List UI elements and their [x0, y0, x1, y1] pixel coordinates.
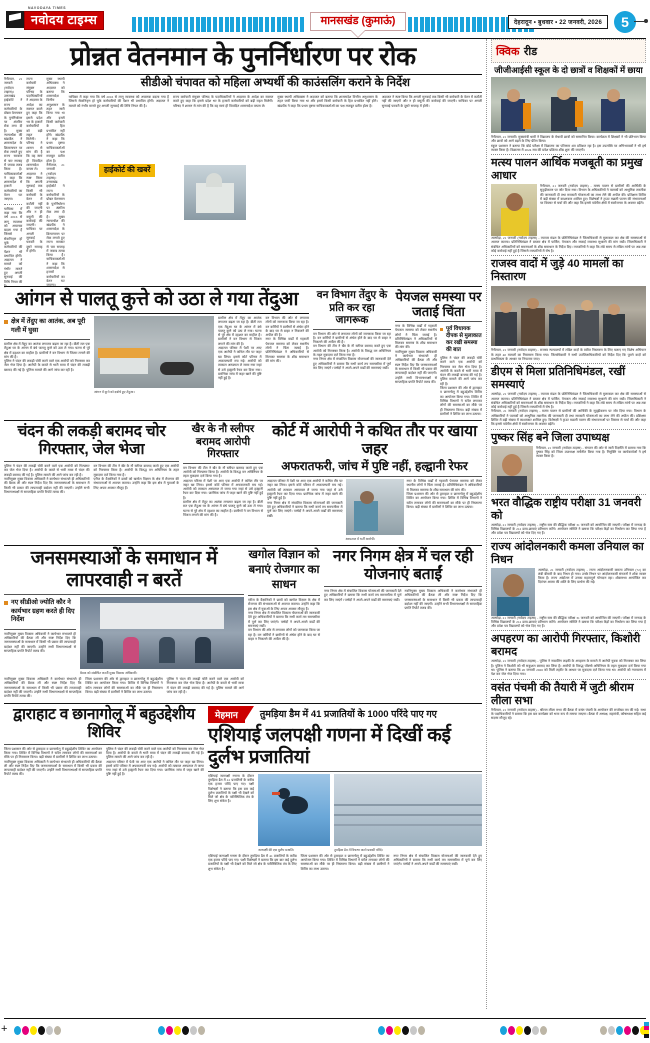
court-poison-body-2: नगर के विभिन्न वार्डों में गहराती पेयजल समस्या को लेकर स्थानीय लोगों ने चिंता जताई है। प्रतिनिधिमंडल ने अधिकारियों से मिलकर समस्या के शीघ्र समाधान की मांग की। — [406, 479, 482, 492]
sidebar-body-8: नैनीताल, 21 जनवरी (नवोदय टाइम्स) - श्रीराम लीला सभा की बैठक में वसंत पंचमी के आयोजन की रूपरेखा तय की गई। सभा के पदाधिकारियों ने बताया कि इस बार कार्यक्रम को भव्य रूप से मनाया जाएगा। बैठक में अध्यक्ष, महामंत्री, कोषाध्यक्ष सहित कई सदस्य मौजूद रहे। — [491, 707, 646, 721]
astronomy-body2: नगर निगम क्षेत्र में संचालित विकास योजनाओं की जानकारी देते हुए अधिकारियों ने बताया कि सभी कार्य तय समयसीमा में पूर्ण कर लिए जाएंगे। पार्षदों ने अपने-अपने वार्डों की समस्याएं रखीं। — [248, 611, 320, 628]
forest-headline: वन विभाग तेंदुए के प्रति कर रहा जागरूक — [316, 289, 388, 326]
lead-body-2: याचिका में कहा गया कि वर्ष 2016 से लागू व्यवस्था को अचानक बदला गया है जिससे सेवानिवृत्त हो चुके कर्मचारियों की पेंशन भी प्रभावित होगी। अदालत ने मामले को गंभीर मानते हुए अगली सुनवाई की तिथि नियत की है। — [4, 206, 23, 288]
quick-read-title-black: रीड — [523, 46, 538, 58]
grievance-body-2: नवनियुक्त मुख्य विकास अधिकारी ने कार्यभार संभालते ही अधिकारियों की बैठक ली और स्पष्ट निर्देश दिए कि जनसमस्याओं के समाधान में किसी भी प्रकार की लापरवाही बर्दाश्त नहीं की जाएगी। उन्होंने सभी विभागाध्यक्षों से साप्ताहिक प्रगति रिपोर्ट तलब की। — [4, 677, 82, 699]
dateline: देहरादून • बुधवार • 22 जनवरी, 2026 — [508, 15, 608, 29]
bullet-square-icon — [4, 601, 8, 605]
birds-tag: मेहमान — [208, 706, 245, 723]
masthead — [0, 0, 650, 38]
sandalwood-body-1: पुलिस ने चंदन की लकड़ी चोरी करने वाले एक आरोपी को गिरफ्तार कर जेल भेज दिया है। आरोपी के कब्जे से भारी मात्रा में चंदन की लकड़ी बरामद की गई है। पुलिस मामले की आगे जांच कर रही है। — [4, 464, 90, 477]
sidebar-body-0: स्कूल प्रशासन ने बताया कि बोर्ड परीक्षा में विद्यालय का परिणाम शत प्रतिशत रहा है। इस उपलब्धि पर अभिभावकों ने भी हर्ष व्यक्त किया है। विद्यालय में 2024 सत्र की प्रवेश प्रक्रिया शीघ्र शुरू की जाएगी। — [491, 143, 646, 152]
sidebar-body-2: नैनीताल, 21 जनवरी (नवोदय टाइम्स) - राजस्व न्यायालयों में लंबित वादों के त्वरित निस्तारण के लिए चलाए गए विशेष अभियान के तहत 40 मामलों का निस्तारण किया गया। जिलाधिकारी ने सभी उपजिलाधिकारियों को निर्देश दिए कि पुराने वादों को प्राथमिकता के आधार पर निपटाया जाए। — [491, 348, 646, 361]
sidebar-body-1: नैनीताल, 21 जनवरी (नवोदय टाइम्स) - मत्स्य पालन से ग्रामीणों की आर्थिकी के सुदृढ़ीकरण पर जोर दिया गया। विभाग के अधिकारियों ने पालकों को आधुनिक तकनीक की जानकारी दी तथा सरकारी योजनाओं का लाभ लेने की अपील की। प्रशिक्षण शिविर में बड़ी संख्या में काश्तकार शामिल हुए। विशेषज्ञों ने ट्राउट मछली पालन की संभावनाओं पर विस्तार से चर्चा की और कहा कि इससे पर्वतीय क्षेत्रों में स्वरोजगार के अवसर बढ़ेंगे। — [540, 184, 646, 206]
birds-tag-row — [208, 706, 482, 723]
astronomy-body3: वन विभाग की ओर से लगातार लोगों को जागरूक किया जा रहा है। वन कर्मियों ने ग्रामीणों से अंधेरा होने के बाद घर से बाहर न निकलने की अपील की है। — [248, 628, 320, 641]
sidebar-photo-0 — [491, 77, 646, 133]
khair-body: वन विभाग की टीम ने खैर के नौ स्लीपर बरामद करते हुए एक आरोपी को गिरफ्तार किया है। आरोपी के विरुद्ध वन अधिनियम के तहत मुकदमा दर्ज किया गया है। — [183, 465, 263, 479]
logo-english-text: NAVODAYA TIMES — [28, 6, 67, 10]
sidebar-photo-4 — [491, 446, 533, 492]
leopard-body-c3b: अदालत परिसर में पेशी पर आए एक आरोपी ने कथित तौर पर जहर खा लिया। इससे कोर्ट परिसर में अफरातफरी मच गई। आरोपी को तत्काल अस्पताल ले जाया गया जहां से उसे हल्द्वानी रेफर कर दिया गया। प्रारंभिक जांच में जहर खाने की पुष्टि नहीं हुई है। — [218, 346, 262, 381]
sidebar-item-8 — [491, 682, 646, 721]
forest-body3: नगर निगम क्षेत्र में संचालित विकास योजनाओं की जानकारी देते हुए अधिकारियों ने बताया कि सभी कार्य तय समयसीमा में पूर्ण कर लिए जाएंगे। पार्षदों ने अपने-अपने वार्डों की समस्याएं रखीं। — [313, 357, 391, 370]
birds-body-1: एशियाई जलपक्षी गणना के दौरान तुमड़िया डैम में 41 प्रजातियों के करीब एक हजार परिंदे पाए गए। पक्षी विशेषज्ञों ने बताया कि इस बार कई दुर्लभ प्रजातियों के पक्षी भी देखने को मिले जो क्षेत्र के पारिस्थितिक तंत्र के लिए शुभ संकेत है। — [208, 773, 254, 804]
forest-body2: वन विभाग की टीम ने खैर के नौ स्लीपर बरामद करते हुए एक आरोपी को गिरफ्तार किया है। आरोपी के विरुद्ध वन अधिनियम के तहत मुकदमा दर्ज किया गया है। — [313, 344, 391, 357]
court-poison-body-1: अदालत परिसर में पेशी पर आए एक आरोपी ने कथित तौर पर जहर खा लिया। इससे कोर्ट परिसर में अफरातफरी मच गई। आरोपी को तत्काल अस्पताल ले जाया गया जहां से उसे हल्द्वानी रेफर कर दिया गया। प्रारंभिक जांच में जहर खाने की पुष्टि नहीं हुई है। — [267, 479, 343, 501]
lead-body-3b: अदालत ने स्पष्ट किया कि अगली सुनवाई तक किसी भी कर्मचारी के वेतन में कटौती नहीं की जाएगी और न ही वसूली की कार्रवाई की जाएगी। याचिका पर अगली सुनवाई फरवरी के दूसरे सप्ताह में होगी। — [26, 171, 43, 253]
edition-tail-icon — [351, 30, 365, 37]
lead-body-4: मुख्य स्थायी अधिवक्ता ने अदालत को बताया कि शासनादेश वित्तीय अनुशासन के तहत जारी किया गया था और इसमें किसी कर्मचारी के हित प्रभावित नहीं होंगे। खंडपीठ ने कहा कि प्रथम दृष्टया याचिकाकर्ताओं का पक्ष मजबूत प्रतीत होता है। — [46, 77, 65, 163]
court-news-tag-wrap — [99, 159, 155, 177]
sidebar-headline-4: पुष्कर सिंह बने जिला उपाध्यक्ष — [491, 431, 610, 444]
sidebar-body-5: अल्मोड़ा, 21 जनवरी (नवोदय टाइम्स) - राष्ट्रीय स्तर की बौद्धिक परीक्षा 31 जनवरी को आयोजित की जाएगी। परीक्षा में जनपद के विभिन्न विद्यालयों के 212 छात्र-छात्राएं प्रतिभाग करेंगे। आयोजन समिति ने बताया कि परीक्षा केंद्रों का निर्धारण कर लिया गया है और प्रवेश पत्र विद्यालयों को भेज दिए गए हैं। — [491, 522, 646, 536]
grievance-photo-caption: बैठक को संबोधित करतीं मुख्य विकास अधिकारी। — [80, 671, 138, 676]
court-poison-headline: कोर्ट में आरोपी ने कथित तौर पर खाया जहर — [272, 423, 477, 459]
water-bullet: पूर्व विधायक दीपक से मुलाकात कर रखी समस्या की बात — [440, 324, 482, 356]
lead-sub-body-4: अदालत ने स्पष्ट किया कि अगली सुनवाई तक किसी भी कर्मचारी के वेतन में कटौती नहीं की जाएगी और न ही वसूली की कार्रवाई की जाएगी। याचिका पर अगली सुनवाई फरवरी के दूसरे सप्ताह में होगी। — [381, 95, 483, 108]
sidebar-headline-2: राजस्व वादों में जुड़े 40 मामलों का निस्तारण — [491, 258, 624, 284]
sidebar-item-3 — [491, 366, 646, 426]
birds-body-3: जिला प्रशासन की ओर से द्वाराहाट व छानागोलू में बहुउद्देशीय शिविर का आयोजन किया गया। शिविर में विभिन्न विभागों ने स्टॉल लगाकर लोगों की समस्याओं का मौके पर ही निस्तारण किया। बड़ी संख्या में ग्रामीणों ने शिविर का लाभ उठाया। — [300, 853, 390, 871]
camp-body-2: पुलिस ने चंदन की लकड़ी चोरी करने वाले एक आरोपी को गिरफ्तार कर जेल भेज दिया है। आरोपी के कब्जे से भारी मात्रा में चंदन की लकड़ी बरामद की गई है। पुलिस मामले की आगे जांच कर रही है। — [106, 746, 204, 760]
sandalwood-body-1b: नवनियुक्त मुख्य विकास अधिकारी ने कार्यभार संभालते ही अधिकारियों की बैठक ली और स्पष्ट निर्देश दिए कि जनसमस्याओं के समाधान में किसी भी प्रकार की लापरवाही बर्दाश्त नहीं की जाएगी। उन्होंने सभी विभागाध्यक्षों से साप्ताहिक प्रगति रिपोर्ट तलब की। — [4, 477, 90, 494]
print-registration-bar — [0, 1013, 650, 1043]
sidebar-body-4: नैनीताल, 21 जनवरी (नवोदय टाइम्स) - संगठन की ओर से जारी विज्ञप्ति में बताया गया कि पुष्कर सिंह को जिला उपाध्यक्ष मनोनीत किया गया है। नियुक्ति पर कार्यकर्ताओं ने हर्ष व्यक्त किया है। — [536, 445, 646, 459]
birds-tag-line: तुमड़िया डैम में 41 प्रजातियों के 1000 परिंदे पाए गए — [259, 708, 437, 720]
sandalwood-body-2b: एरीज के वैज्ञानिकों ने छात्रों को खगोल विज्ञान के क्षेत्र में रोजगार की संभावनाओं से अवगत कराया। उन्होंने कहा कि इस क्षेत्र में युवाओं के लिए अपार अवसर मौजूद हैं। — [93, 477, 179, 490]
sidebar-photo-6 — [491, 568, 535, 616]
sidebar-item-1 — [491, 157, 646, 253]
leopard-headline: आंगन से पालतू कुत्ते को उठा ले गया तेंदुआ — [14, 289, 299, 310]
sidebar-headline-6: राज्य आंदोलनकारी कमला उनियाल का निधन — [491, 540, 644, 566]
camp-body-1: जिला प्रशासन की ओर से द्वाराहाट व छानागोलू में बहुउद्देशीय शिविर का आयोजन किया गया। शिविर में विभिन्न विभागों ने स्टॉल लगाकर लोगों की समस्याओं का मौके पर ही निस्तारण किया। बड़ी संख्या में ग्रामीणों ने शिविर का लाभ उठाया। — [4, 746, 102, 760]
birds-body-4: नगर निगम क्षेत्र में संचालित विकास योजनाओं की जानकारी देते हुए अधिकारियों ने बताया कि सभी कार्य तय समयसीमा में पूर्ण कर लिए जाएंगे। पार्षदों ने अपने-अपने वार्डों की समस्याएं रखीं। — [393, 853, 483, 867]
quick-read-title-red: क्विक — [496, 46, 520, 58]
leopard-body-c4b: नगर के विभिन्न वार्डों में गहराती पेयजल समस्या को लेकर स्थानीय लोगों ने चिंता जताई है। प्रतिनिधिमंडल ने अधिकारियों से मिलकर समस्या के शीघ्र समाधान की मांग की। — [265, 337, 309, 363]
sidebar-body-6b: अल्मोड़ा, 21 जनवरी (नवोदय टाइम्स) - राष्ट्रीय स्तर की बौद्धिक परीक्षा 31 जनवरी को आयोजित की जाएगी। परीक्षा में जनपद के विभिन्न विद्यालयों के 212 छात्र-छात्राएं प्रतिभाग करेंगे। आयोजन समिति ने बताया कि परीक्षा केंद्रों का निर्धारण कर लिया गया है और प्रवेश पत्र विद्यालयों को भेज दिए गए हैं। — [491, 615, 646, 629]
khair-headline: खैर के नौ स्लीपर बरामद आरोपी गिरफ्तार — [191, 423, 255, 461]
page-number-dot-icon — [644, 19, 648, 23]
leopard-photo-caption: आंगन में कुत्ते को दबोचे हुए तेंदुआ। — [94, 390, 135, 394]
grievance-headline: जनसमस्याओं के समाधान में लापरवाही न बरतें — [30, 548, 218, 592]
grievance-bullet: नए सीडीओ ज्योति कौर ने कार्यभार ग्रहण करते ही दिए निर्देश — [4, 597, 76, 627]
leopard-body-left: ग्रामीण क्षेत्र में तेंदुए का आतंक लगातार बढ़ता जा रहा है। बीती रात एक तेंदुआ घर के आंगन में बंधे पालतू कुत्ते को उठा ले गया। घटना से पूरे क्षेत्र में दहशत का माहौल है। ग्रामीणों ने वन विभाग से पिंजरा लगाने की मांग की है। — [4, 342, 90, 359]
sidebar-photo-1 — [491, 184, 537, 236]
court-poison-sub: अफरातफरी, जांच में पुष्टि नहीं, हल्द्वानी रेफर — [281, 459, 468, 474]
sidebar-item-7 — [491, 633, 646, 676]
bullet-square-icon — [4, 320, 8, 324]
sidebar-headline-1: मत्स्य पालन आर्थिक मजबूती का प्रमुख आधार — [491, 157, 643, 183]
birds-photo-1 — [258, 774, 330, 846]
sidebar-body-6: अल्मोड़ा, 21 जनवरी (नवोदय टाइम्स) - राज्य आंदोलनकारी कमला उनियाल (72) का लंबी बीमारी के बाद निधन हो गया। उनके निधन पर आंदोलनकारी संगठनों ने शोक व्यक्त किया है। राज्य आंदोलन में उनका महत्वपूर्ण योगदान रहा। शोकसभा आयोजित कर दिवंगत आत्मा की शांति के लिए प्रार्थना की गई। — [538, 567, 646, 585]
khair-body2: अदालत परिसर में पेशी पर आए एक आरोपी ने कथित तौर पर जहर खा लिया। इससे कोर्ट परिसर में अफरातफरी मच गई। आरोपी को तत्काल अस्पताल ले जाया गया जहां से उसे हल्द्वानी रेफर कर दिया गया। प्रारंभिक जांच में जहर खाने की पुष्टि नहीं हुई है। — [183, 478, 263, 500]
sandalwood-headline: चंदन की लकड़ी बरामद चोर गिरफ्तार, जेल भेजा — [17, 423, 166, 459]
grievance-photo — [80, 597, 244, 669]
lead-sub-body-2: राज्य कर्मचारी संयुक्त परिषद के पदाधिकारियों ने अदालत के आदेश का स्वागत करते हुए कहा कि इससे प्रदेश भर के हजारों कर्मचारियों को बड़ी राहत मिलेगी। परिषद ने शासन से मांग की है कि वह स्वयं ही विवादित शासनादेश वापस ले। — [173, 95, 274, 108]
grievance-body-1: नवनियुक्त मुख्य विकास अधिकारी ने कार्यभार संभालते ही अधिकारियों की बैठक ली और स्पष्ट निर्देश दिए कि जनसमस्याओं के समाधान में किसी भी प्रकार की लापरवाही बर्दाश्त नहीं की जाएगी। उन्होंने सभी विभागाध्यक्षों से साप्ताहिक प्रगति रिपोर्ट तलब की। — [4, 631, 76, 653]
page-number-badge: 5 — [614, 11, 636, 33]
main-content-column — [4, 39, 482, 1009]
lead-sub-headline: सीडीओ चंपावत को महिला अभ्यर्थी की काउंसलिंग कराने के निर्देश — [140, 77, 410, 89]
nagar-body-2: नवनियुक्त मुख्य विकास अधिकारी ने कार्यभार संभालते ही अधिकारियों की बैठक ली और स्पष्ट निर्देश दिए कि जनसमस्याओं के समाधान में किसी भी प्रकार की लापरवाही बर्दाश्त नहीं की जाएगी। उन्होंने सभी विभागाध्यक्षों से साप्ताहिक प्रगति रिपोर्ट तलब की। — [404, 589, 482, 611]
leopard-body-c4: वन विभाग की ओर से लगातार लोगों को जागरूक किया जा रहा है। वन कर्मियों ने ग्रामीणों से अंधेरा होने के बाद घर से बाहर न निकलने की अपील की है। — [265, 316, 309, 338]
birds-photo-2 — [334, 774, 482, 846]
lead-body-3: राज्य कर्मचारी संयुक्त परिषद के पदाधिकारियों ने अदालत के आदेश का स्वागत करते हुए कहा कि इससे प्रदेश भर के हजारों कर्मचारियों को बड़ी राहत मिलेगी। परिषद ने शासन से मांग की है कि वह स्वयं ही विवादित शासनादेश वापस ले। — [26, 77, 43, 172]
reg-dots-4 — [500, 1026, 547, 1035]
sidebar-item-6 — [491, 541, 646, 629]
sidebar-headline-5: भरत वौद्धिक राष्ट्रीय परीक्षा 31 जनवरी को — [491, 496, 642, 522]
astronomy-body: एरीज के वैज्ञानिकों ने छात्रों को खगोल विज्ञान के क्षेत्र में रोजगार की संभावनाओं से अवगत कराया। उन्होंने कहा कि इस क्षेत्र में युवाओं के लिए अपार अवसर मौजूद हैं। — [248, 598, 320, 611]
sidebar-caption-0: नैनीताल, 21 जनवरी। मुख्यमंत्री धामी ने विद्यालय के मेधावी छात्रों को सम्मानित किया। कार्यक्रम में शिक्षकों ने भी प्रतिभाग किया और छात्रों को आगे बढ़ने के लिए प्रेरित किया। — [491, 135, 646, 144]
logo-mark-icon — [6, 11, 24, 28]
water-headline: पेयजल समस्या पर जताई चिंता — [395, 289, 482, 319]
sidebar-headline-7: अपहरण का आरोपी गिरफ्तार, किशोरी बरामद — [491, 633, 641, 659]
birds-photo-2-caption: तुमड़िया डैम में विचरण करते प्रवासी परिंदे। — [334, 847, 383, 852]
reg-dots-3 — [378, 1026, 425, 1035]
sidebar-headline-8: वसंत पंचमी की तैयारी में जुटी श्रीराम लीला सभा — [491, 681, 634, 707]
sidebar-item-4 — [491, 432, 646, 492]
court-poison-body-2b: जिला प्रशासन की ओर से द्वाराहाट व छानागोलू में बहुउद्देशीय शिविर का आयोजन किया गया। शिविर में विभिन्न विभागों ने स्टॉल लगाकर लोगों की समस्याओं का मौके पर ही निस्तारण किया। बड़ी संख्या में ग्रामीणों ने शिविर का लाभ उठाया। — [406, 492, 482, 509]
leopard-bullet: क्षेत्र में तेंदुए का आतंक, अब पूरी गली में घुसा — [4, 316, 90, 337]
khair-body3: ग्रामीण क्षेत्र में तेंदुए का आतंक लगातार बढ़ता जा रहा है। बीती रात एक तेंदुआ घर के आंगन में बंधे पालतू कुत्ते को उठा ले गया। घटना से पूरे क्षेत्र में दहशत का माहौल है। ग्रामीणों ने वन विभाग से पिंजरा लगाने की मांग की है। — [183, 500, 263, 517]
sidebar-item-5 — [491, 497, 646, 536]
birds-body-2: एशियाई जलपक्षी गणना के दौरान तुमड़िया डैम में 41 प्रजातियों के करीब एक हजार परिंदे पाए गए। पक्षी विशेषज्ञों ने बताया कि इस बार कई दुर्लभ प्रजातियों के पक्षी भी देखने को मिले जो क्षेत्र के पारिस्थितिक तंत्र के लिए शुभ संकेत है। — [208, 853, 297, 871]
sidebar-item-2 — [491, 258, 646, 361]
sidebar-body-3: अल्मोड़ा, 21 जनवरी (नवोदय टाइम्स) - व्यापार मंडल के प्रतिनिधिमंडल ने जिलाधिकारी से मुलाकात कर क्षेत्र की समस्याओं से अवगत कराया। प्रतिनिधिमंडल ने बाजार क्षेत्र में पार्किंग, पेयजल और सफाई व्यवस्था सुधारने की मांग रखी। जिलाधिकारी ने संबंधित अधिकारियों को समस्याओं के शीघ्र समाधान के निर्देश दिए। व्यापारियों ने कहा कि लंबे समय से लंबित मांगों पर अब तक कोई कार्रवाई नहीं हुई है जिससे व्यापारियों में रोष है। — [491, 392, 646, 410]
lead-sub-body-1: याचिका में कहा गया कि वर्ष 2016 से लागू व्यवस्था को अचानक बदला गया है जिससे सेवानिवृत्त हो चुके कर्मचारियों की पेंशन भी प्रभावित होगी। अदालत ने मामले को गंभीर मानते हुए अगली सुनवाई की तिथि नियत की है। — [68, 95, 169, 108]
quick-read-sidebar — [486, 39, 646, 1009]
reg-dots-1 — [14, 1026, 61, 1035]
water-body-2b: जिला प्रशासन की ओर से द्वाराहाट व छानागोलू में बहुउद्देशीय शिविर का आयोजन किया गया। शिविर में विभिन्न विभागों ने स्टॉल लगाकर लोगों की समस्याओं का मौके पर ही निस्तारण किया। बड़ी संख्या में ग्रामीणों ने शिविर का लाभ उठाया। — [440, 386, 482, 416]
water-body-1: नगर के विभिन्न वार्डों में गहराती पेयजल समस्या को लेकर स्थानीय लोगों ने चिंता जताई है। प्रतिनिधिमंडल ने अधिकारियों से मिलकर समस्या के शीघ्र समाधान की मांग की। — [395, 324, 437, 350]
bottom-rule — [4, 1018, 646, 1019]
leopard-body-left2: पुलिस ने चंदन की लकड़ी चोरी करने वाले एक आरोपी को गिरफ्तार कर जेल भेज दिया है। आरोपी के कब्जे से भारी मात्रा में चंदन की लकड़ी बरामद की गई है। पुलिस मामले की आगे जांच कर रही है। — [4, 359, 90, 372]
logo-hindi-text: नवोदय टाइम्स — [24, 11, 104, 30]
court-poison-photo — [346, 479, 404, 535]
water-body-1b: नवनियुक्त मुख्य विकास अधिकारी ने कार्यभार संभालते ही अधिकारियों की बैठक ली और स्पष्ट निर्देश दिए कि जनसमस्याओं के समाधान में किसी भी प्रकार की लापरवाही बर्दाश्त नहीं की जाएगी। उन्होंने सभी विभागाध्यक्षों से साप्ताहिक प्रगति रिपोर्ट तलब की। — [395, 349, 437, 384]
lead-body-4b: नैनीताल, 21 जनवरी (नवोदय टाइम्स)। उत्तराखंड हाईकोर्ट ने राज्य कर्मचारियों के प्रोन्नत वेतनमान के पुनर्निर्धारण पर अंतरिम रोक लगा दी है। मुख्य न्यायाधीश की खंडपीठ ने शासनादेश के क्रियान्वयन पर रोक लगाते हुए राज्य सरकार से चार सप्ताह में जवाब तलब किया है। याचिकाकर्ताओं ने कहा कि शासनादेश से हजारों कर्मचारियों का वेतन घट जाएगा। — [46, 162, 65, 288]
camp-headline: द्वाराहाट व छानागोलू में बहुउद्देशीय शिविर — [13, 705, 195, 741]
sidebar-item-0 — [491, 65, 646, 152]
sandalwood-body-2: वन विभाग की टीम ने खैर के नौ स्लीपर बरामद करते हुए एक आरोपी को गिरफ्तार किया है। आरोपी के विरुद्ध वन अधिनियम के तहत मुकदमा दर्ज किया गया है। — [93, 464, 179, 477]
edition-name: मानसखंड (कुमाऊं) — [310, 12, 406, 31]
birds-photo-1-caption: जलपक्षी की एक दुर्लभ प्रजाति। — [258, 847, 295, 852]
cmyk-strip — [644, 1022, 649, 1038]
sidebar-body-7: अल्मोड़ा, 21 जनवरी (नवोदय टाइम्स) - पुलिस ने नाबालिग लड़की के अपहरण के मामले में आरोपी युवक को गिरफ्तार कर लिया है। पुलिस ने किशोरी को भी सकुशल बरामद कर लिया है। आरोपी के विरुद्ध पॉक्सो अधिनियम के तहत मुकदमा दर्ज किया गया था। पुलिस ने बताया कि 20 जनवरी 2026 को मिली तहरीर के आधार पर मुकदमा दर्ज किया गया था। आरोपी को न्यायालय में पेश कर जेल भेज दिया गया। — [491, 659, 646, 677]
lead-sub-body-3: मुख्य स्थायी अधिवक्ता ने अदालत को बताया कि शासनादेश वित्तीय अनुशासन के तहत जारी किया गया था और इसमें किसी कर्मचारी के हित प्रभावित नहीं होंगे। खंडपीठ ने कहा कि प्रथम दृष्टया याचिकाकर्ताओं का पक्ष मजबूत प्रतीत होता है। — [277, 95, 378, 108]
page-body — [0, 39, 650, 1009]
sidebar-headline-0: जीजीआईसी स्कूल के दो छात्रों व शिक्षकों में छाया — [494, 65, 643, 75]
court-news-tag: हाईकोर्ट की खबरें — [99, 164, 155, 177]
astronomy-headline: खगोल विज्ञान को बनाएं रोजगार का साधन — [248, 549, 320, 592]
reg-dots-5 — [600, 1026, 647, 1035]
quick-read-header — [491, 39, 646, 63]
forest-body: वन विभाग की ओर से लगातार लोगों को जागरूक किया जा रहा है। वन कर्मियों ने ग्रामीणों से अंधेरा होने के बाद घर से बाहर न निकलने की अपील की है। — [313, 331, 391, 345]
masthead-bars-left — [132, 17, 304, 32]
newspaper-logo — [6, 6, 104, 30]
lead-photo — [184, 165, 246, 220]
sidebar-photo-2 — [491, 286, 646, 346]
tag-slant-icon — [245, 706, 254, 720]
court-poison-body-1b: नगर निगम क्षेत्र में संचालित विकास योजनाओं की जानकारी देते हुए अधिकारियों ने बताया कि सभी कार्य तय समयसीमा में पूर्ण कर लिए जाएंगे। पार्षदों ने अपने-अपने वार्डों की समस्याएं रखीं। — [267, 500, 343, 518]
sidebar-body-3b: नैनीताल, 21 जनवरी (नवोदय टाइम्स) - मत्स्य पालन से ग्रामीणों की आर्थिकी के सुदृढ़ीकरण पर जोर दिया गया। विभाग के अधिकारियों ने पालकों को आधुनिक तकनीक की जानकारी दी तथा सरकारी योजनाओं का लाभ लेने की अपील की। प्रशिक्षण शिविर में बड़ी संख्या में काश्तकार शामिल हुए। विशेषज्ञों ने ट्राउट मछली पालन की संभावनाओं पर विस्तार से चर्चा की और कहा कि इससे पर्वतीय क्षेत्रों में स्वरोजगार के अवसर बढ़ेंगे। — [491, 409, 646, 427]
leopard-photo — [94, 316, 214, 388]
nagar-body-1: नगर निगम क्षेत्र में संचालित विकास योजनाओं की जानकारी देते हुए अधिकारियों ने बताया कि सभी कार्य तय समयसीमा में पूर्ण कर लिए जाएंगे। पार्षदों ने अपने-अपने वार्डों की समस्याएं रखीं। — [324, 589, 402, 602]
edition-tab — [310, 12, 406, 38]
leopard-body-c3: ग्रामीण क्षेत्र में तेंदुए का आतंक लगातार बढ़ता जा रहा है। बीती रात एक तेंदुआ घर के आंगन में बंधे पालतू कुत्ते को उठा ले गया। घटना से पूरे क्षेत्र में दहशत का माहौल है। ग्रामीणों ने वन विभाग से पिंजरा लगाने की मांग की है। — [218, 316, 262, 346]
lead-body-1: नैनीताल, 21 जनवरी (नवोदय टाइम्स)। उत्तराखंड हाईकोर्ट ने राज्य कर्मचारियों के प्रोन्नत वेतनमान के पुनर्निर्धारण पर अंतरिम रोक लगा दी है। मुख्य न्यायाधीश की खंडपीठ ने शासनादेश के क्रियान्वयन पर रोक लगाते हुए राज्य सरकार से चार सप्ताह में जवाब तलब किया है। याचिकाकर्ताओं ने कहा कि शासनादेश से हजारों कर्मचारियों का वेतन घट जाएगा। — [4, 77, 23, 202]
reg-dots-2 — [158, 1026, 205, 1035]
bullet-square-icon — [440, 328, 443, 331]
sidebar-body-1b: अल्मोड़ा, 21 जनवरी (नवोदय टाइम्स) - व्यापार मंडल के प्रतिनिधिमंडल ने जिलाधिकारी से मुलाकात कर क्षेत्र की समस्याओं से अवगत कराया। प्रतिनिधिमंडल ने बाजार क्षेत्र में पार्किंग, पेयजल और सफाई व्यवस्था सुधारने की मांग रखी। जिलाधिकारी ने संबंधित अधिकारियों को समस्याओं के शीघ्र समाधान के निर्देश दिए। व्यापारियों ने कहा कि लंबे समय से लंबित मांगों पर अब तक कोई कार्रवाई नहीं हुई है जिससे व्यापारियों में रोष है। — [491, 236, 646, 254]
sidebar-headline-3: डीएम से मिला प्रतिनिधिमंडल, रखीं समस्याएं — [491, 366, 626, 392]
birds-headline: एशियाई जलपक्षी गणना में दिखीं कई दुर्लभ प्रजातियां — [208, 724, 451, 768]
camp-body-2b: अदालत परिसर में पेशी पर आए एक आरोपी ने कथित तौर पर जहर खा लिया। इससे कोर्ट परिसर में अफरातफरी मच गई। आरोपी को तत्काल अस्पताल ले जाया गया जहां से उसे हल्द्वानी रेफर कर दिया गया। प्रारंभिक जांच में जहर खाने की पुष्टि नहीं हुई है। — [106, 759, 204, 777]
water-body-2: पुलिस ने चंदन की लकड़ी चोरी करने वाले एक आरोपी को गिरफ्तार कर जेल भेज दिया है। आरोपी के कब्जे से भारी मात्रा में चंदन की लकड़ी बरामद की गई है। पुलिस मामले की आगे जांच कर रही है। — [440, 356, 482, 386]
lead-headline: प्रोन्नत वेतनमान के पुनर्निर्धारण पर रोक — [70, 41, 416, 71]
court-poison-photo-caption: अस्पताल में भर्ती आरोपी। — [345, 537, 376, 542]
crop-mark-left: + — [1, 1023, 8, 1035]
grievance-body-4: पुलिस ने चंदन की लकड़ी चोरी करने वाले एक आरोपी को गिरफ्तार कर जेल भेज दिया है। आरोपी के कब्जे से भारी मात्रा में चंदन की लकड़ी बरामद की गई है। पुलिस मामले की आगे जांच कर रही है। — [166, 677, 244, 695]
nagar-nigam-headline: नगर निगम क्षेत्र में चल रही योजनाएं बताईं — [332, 548, 474, 584]
camp-body-1b: नवनियुक्त मुख्य विकास अधिकारी ने कार्यभार संभालते ही अधिकारियों की बैठक ली और स्पष्ट निर्देश दिए कि जनसमस्याओं के समाधान में किसी भी प्रकार की लापरवाही बर्दाश्त नहीं की जाएगी। उन्होंने सभी विभागाध्यक्षों से साप्ताहिक प्रगति रिपोर्ट तलब की। — [4, 759, 102, 777]
grievance-body-3: जिला प्रशासन की ओर से द्वाराहाट व छानागोलू में बहुउद्देशीय शिविर का आयोजन किया गया। शिविर में विभिन्न विभागों ने स्टॉल लगाकर लोगों की समस्याओं का मौके पर ही निस्तारण किया। बड़ी संख्या में ग्रामीणों ने शिविर का लाभ उठाया। — [85, 677, 163, 695]
